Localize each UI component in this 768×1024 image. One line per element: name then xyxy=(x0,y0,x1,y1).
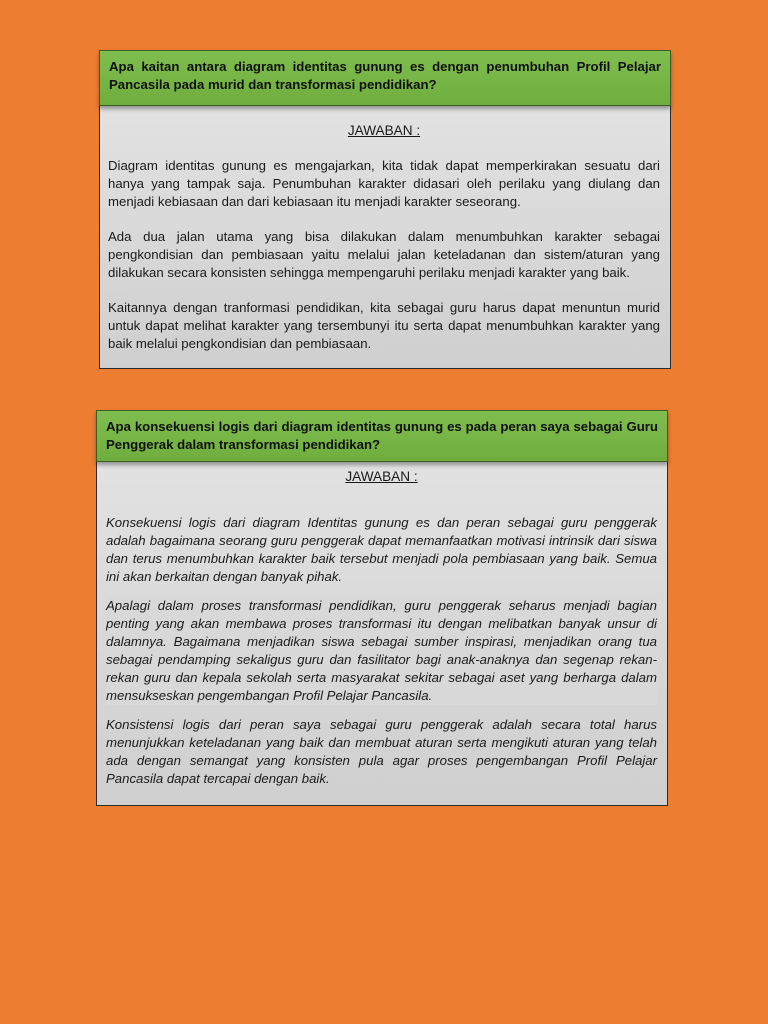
answer-box-2 xyxy=(96,458,668,806)
question-header-1: Apa kaitan antara diagram identitas gunung es dengan penumbuhan Profil Pelajar Pancasila pada murid dan transformasi pendidikan? xyxy=(99,50,671,106)
answer-box-1 xyxy=(99,104,671,369)
answer-paragraph: Konsistensi logis dari peran saya sebagai guru penggerak adalah secara total harus menunjukkan keteladanan yang baik dan membuat aturan serta mengikuti aturan yang telah ada dengan semangat yang konsisten pula agar proses pengembangan Profil Pelajar Pancasila dapat tercapai dengan baik. xyxy=(106,717,657,786)
answer-paragraph: Konsekuensi logis dari diagram Identitas gunung es dan peran sebagai guru penggerak adalah bagaimana seorang guru penggerak dapat memanfaatkan motivasi intrinsik dari siswa dan terus menumbuhkan karakter baik tersebut menjadi pola pembiasaan yang baik. Semua ini akan berkaitan dengan banyak pihak. xyxy=(106,515,657,584)
answer-paragraph: Ada dua jalan utama yang bisa dilakukan dalam menumbuhkan karakter sebagai pengkondisian dan pembiasaan yaitu melalui jalan keteladanan dan sistem/aturan yang dilakukan secara konsisten sehingga mempengaruhi perilaku menjadi karakter yang baik. xyxy=(108,229,660,280)
answer-label: JAWABAN : xyxy=(347,123,421,138)
question-header-2: Apa konsekuensi logis dari diagram identitas gunung es pada peran saya sebagai Guru Penggerak dalam transformasi pendidikan? xyxy=(96,410,668,462)
answer-paragraph: Kaitannya dengan tranformasi pendidikan, kita sebagai guru harus dapat menuntun murid untuk dapat melihat karakter yang tersembunyi itu serta dapat menumbuhkan karakter yang baik melalui pengkondisian dan pembiasaan. xyxy=(108,300,660,351)
answer-label: JAWABAN : xyxy=(345,469,418,484)
answer-paragraph: Diagram identitas gunung es mengajarkan, kita tidak dapat memperkirakan sesuatu dari hanya yang tampak saja. Penumbuhan karakter didasari oleh perilaku yang diulang dan menjadi kebiasaan dan dari kebiasaan itu menjadi karakter seseorang. xyxy=(108,158,660,209)
answer-paragraph: Apalagi dalam proses transformasi pendidikan, guru penggerak seharus menjadi bagian penting yang akan membawa proses transformasi itu dengan melibatkan banyak unsur di dalamnya. Bagaimana menjadikan siswa sebagai sumber inspirasi, menjadikan orang tua sebagai pendamping sekaligus guru dan fasilitator bagi anak-anaknya dan segenap rekan-rekan guru dan kepala sekolah serta masyarakat sekitar sebagai aset yang berharga dalam mensukseskan pengembangan Profil Pelajar Pancasila. xyxy=(106,598,657,703)
